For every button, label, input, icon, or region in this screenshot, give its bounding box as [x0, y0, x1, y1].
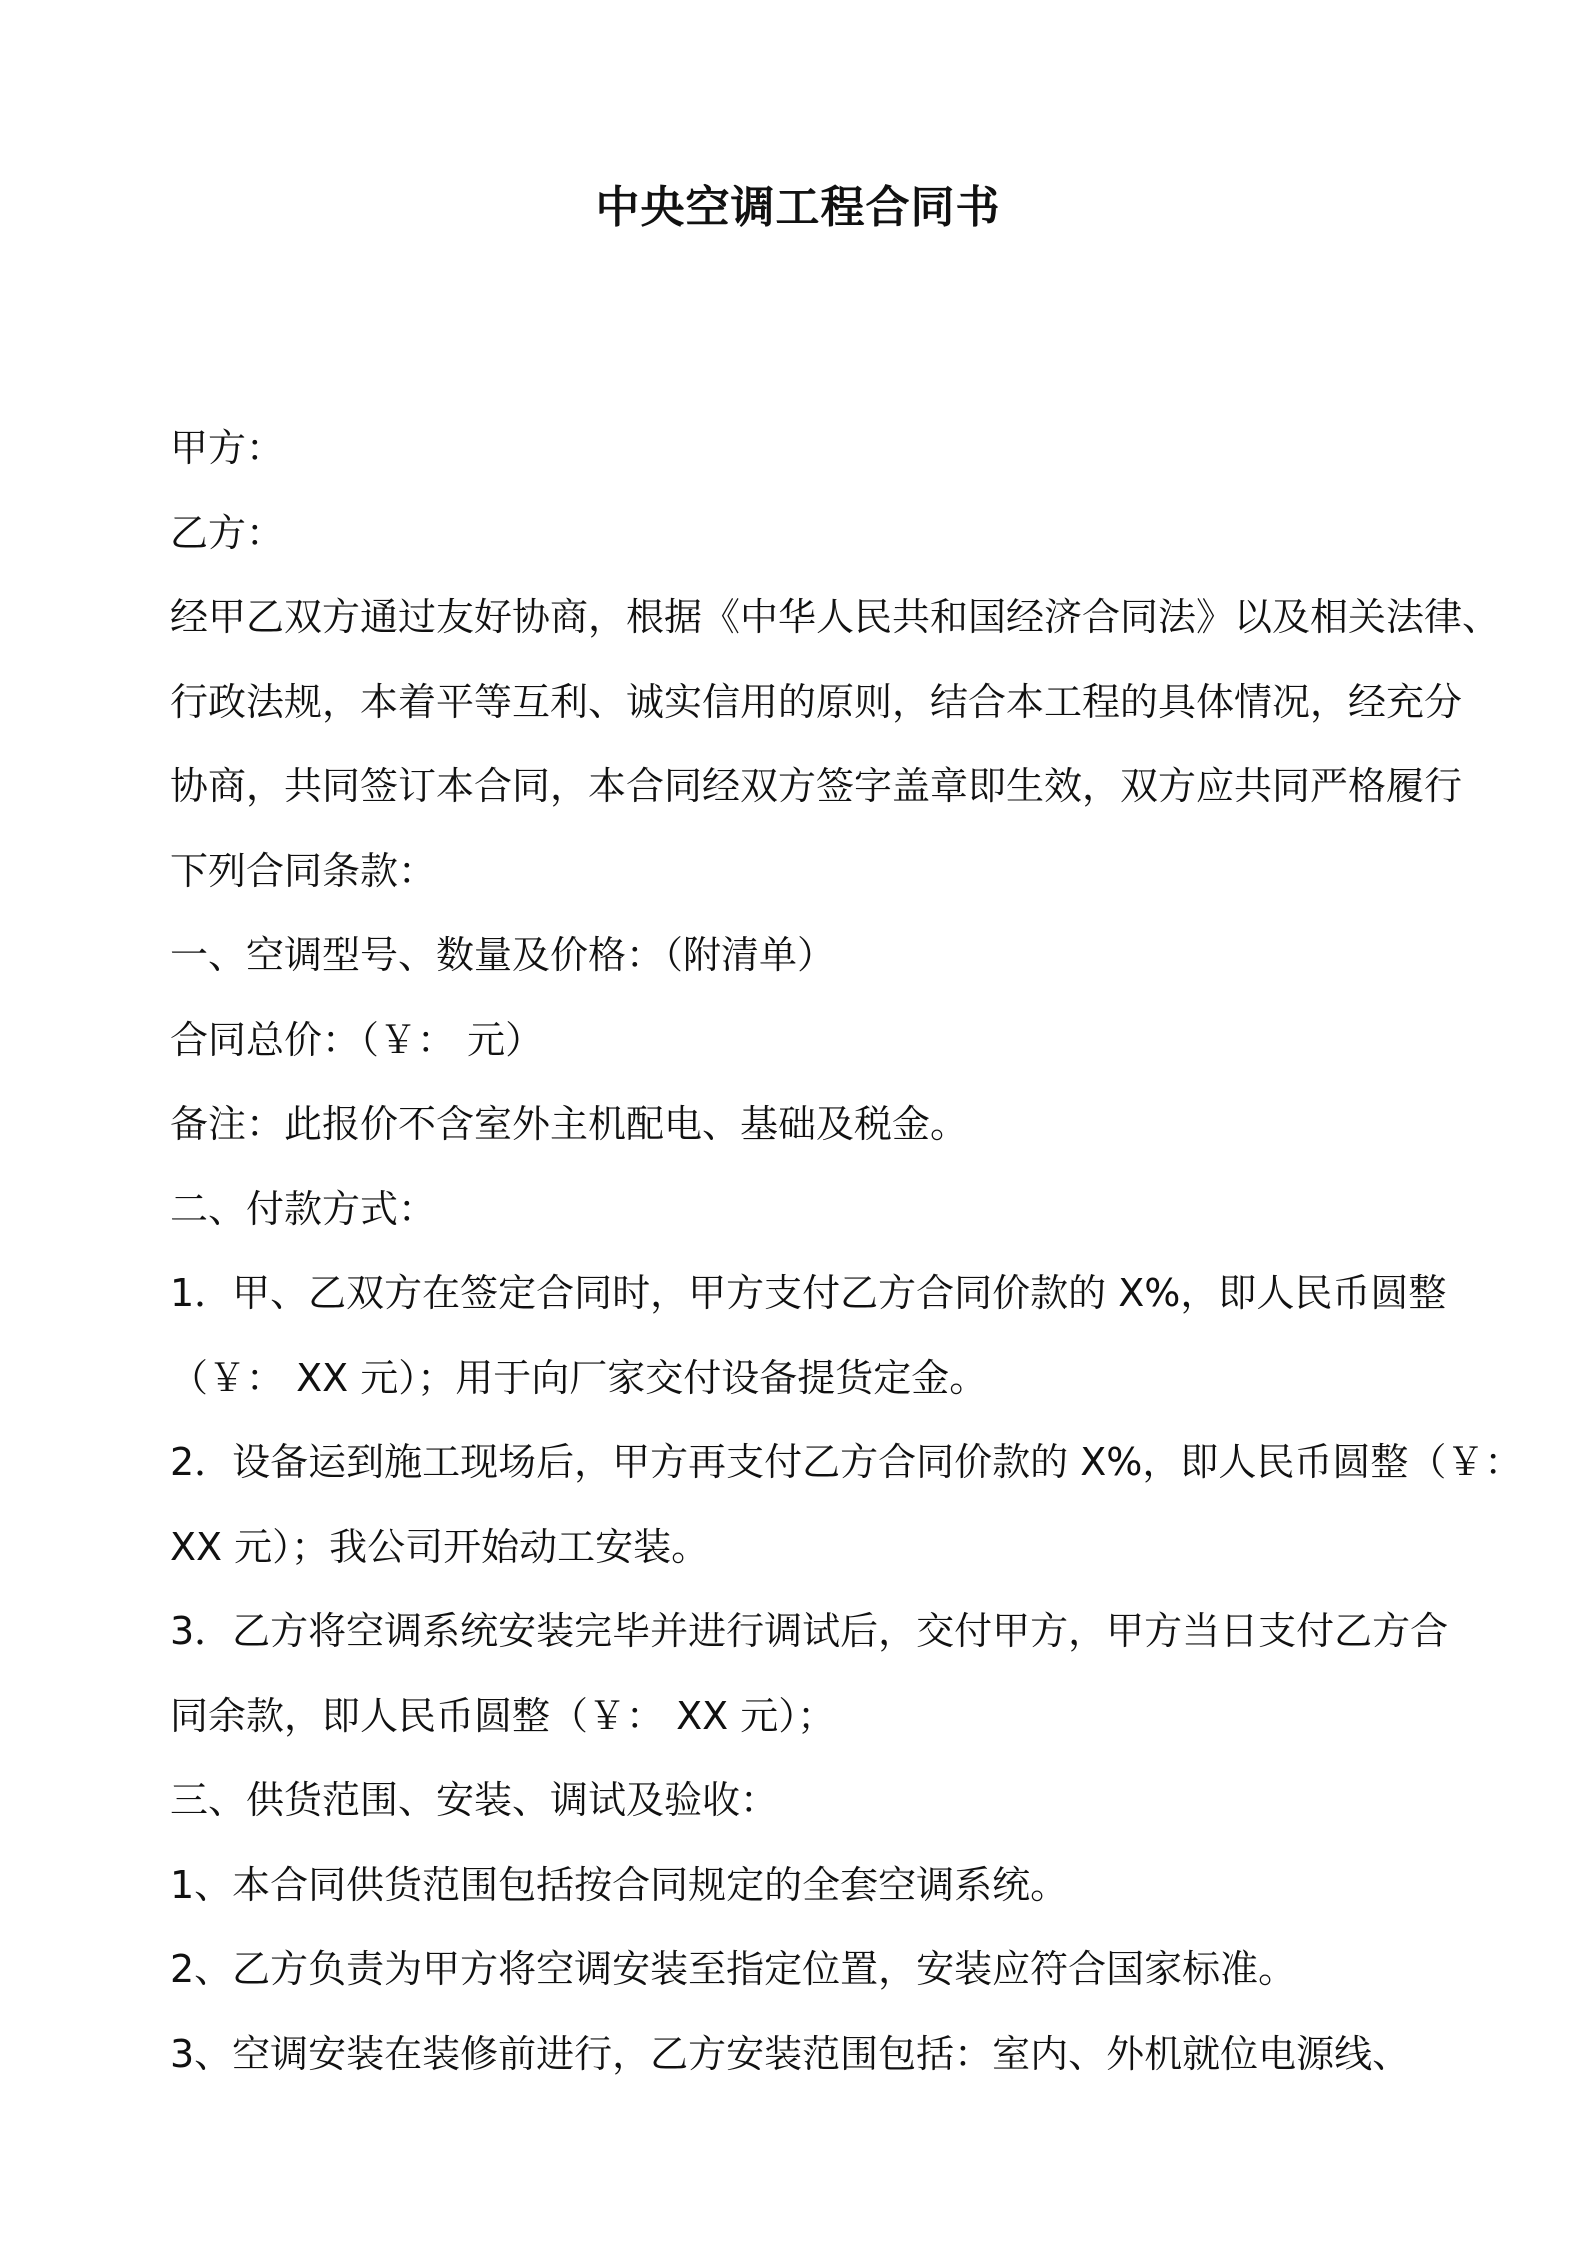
payment-clause-line: 1．甲、乙双方在签定合同时，甲方支付乙方合同价款的 X%，即人民币圆整 [170, 1271, 1447, 1315]
party-a-line: 甲方： [170, 426, 285, 470]
payment-clause-line: 3．乙方将空调系统安装完毕并进行调试后，交付甲方，甲方当日支付乙方合 [170, 1609, 1449, 1653]
payment-clause-line: 同余款，即人民币圆整（￥： XX 元）； [170, 1693, 836, 1738]
intro-paragraph-line: 经甲乙双方通过友好协商，根据《中华人民共和国经济合同法》以及相关法律、 [170, 595, 1501, 639]
payment-clause-line: 2．设备运到施工现场后，甲方再支付乙方合同价款的 X%，即人民币圆整（￥： [170, 1440, 1523, 1484]
intro-paragraph-line: 协商，共同签订本合同，本合同经双方签字盖章即生效，双方应共同严格履行 [170, 764, 1463, 808]
scope-clause-line: 3、空调安装在装修前进行，乙方安装范围包括：室内、外机就位电源线、 [170, 2031, 1411, 2076]
intro-paragraph-line: 行政法规，本着平等互利、诚实信用的原则，结合本工程的具体情况，经充分 [170, 679, 1463, 724]
intro-paragraph-line: 下列合同条款： [170, 848, 437, 893]
scope-clause-line: 2、乙方负责为甲方将空调安装至指定位置，安装应符合国家标准。 [170, 1947, 1297, 1991]
scope-clause-line: 1、本合同供货范围包括按合同规定的全套空调系统。 [170, 1862, 1069, 1907]
section-heading: 三、供货范围、安装、调试及验收： [170, 1778, 779, 1822]
document-title: 中央空调工程合同书 [595, 182, 1001, 233]
note-line: 备注：此报价不含室外主机配电、基础及税金。 [170, 1102, 969, 1146]
payment-clause-line: （￥： XX 元）；用于向厂家交付设备提货定金。 [170, 1355, 988, 1400]
contract-total-line: 合同总价：（￥： 元） [170, 1017, 544, 1062]
party-b-line: 乙方： [170, 510, 285, 555]
section-heading: 一、空调型号、数量及价格：（附清单） [170, 933, 836, 977]
section-heading: 二、付款方式： [170, 1186, 437, 1231]
payment-clause-line: XX 元）；我公司开始动工安装。 [170, 1524, 710, 1569]
document-body [170, 406, 1523, 2096]
